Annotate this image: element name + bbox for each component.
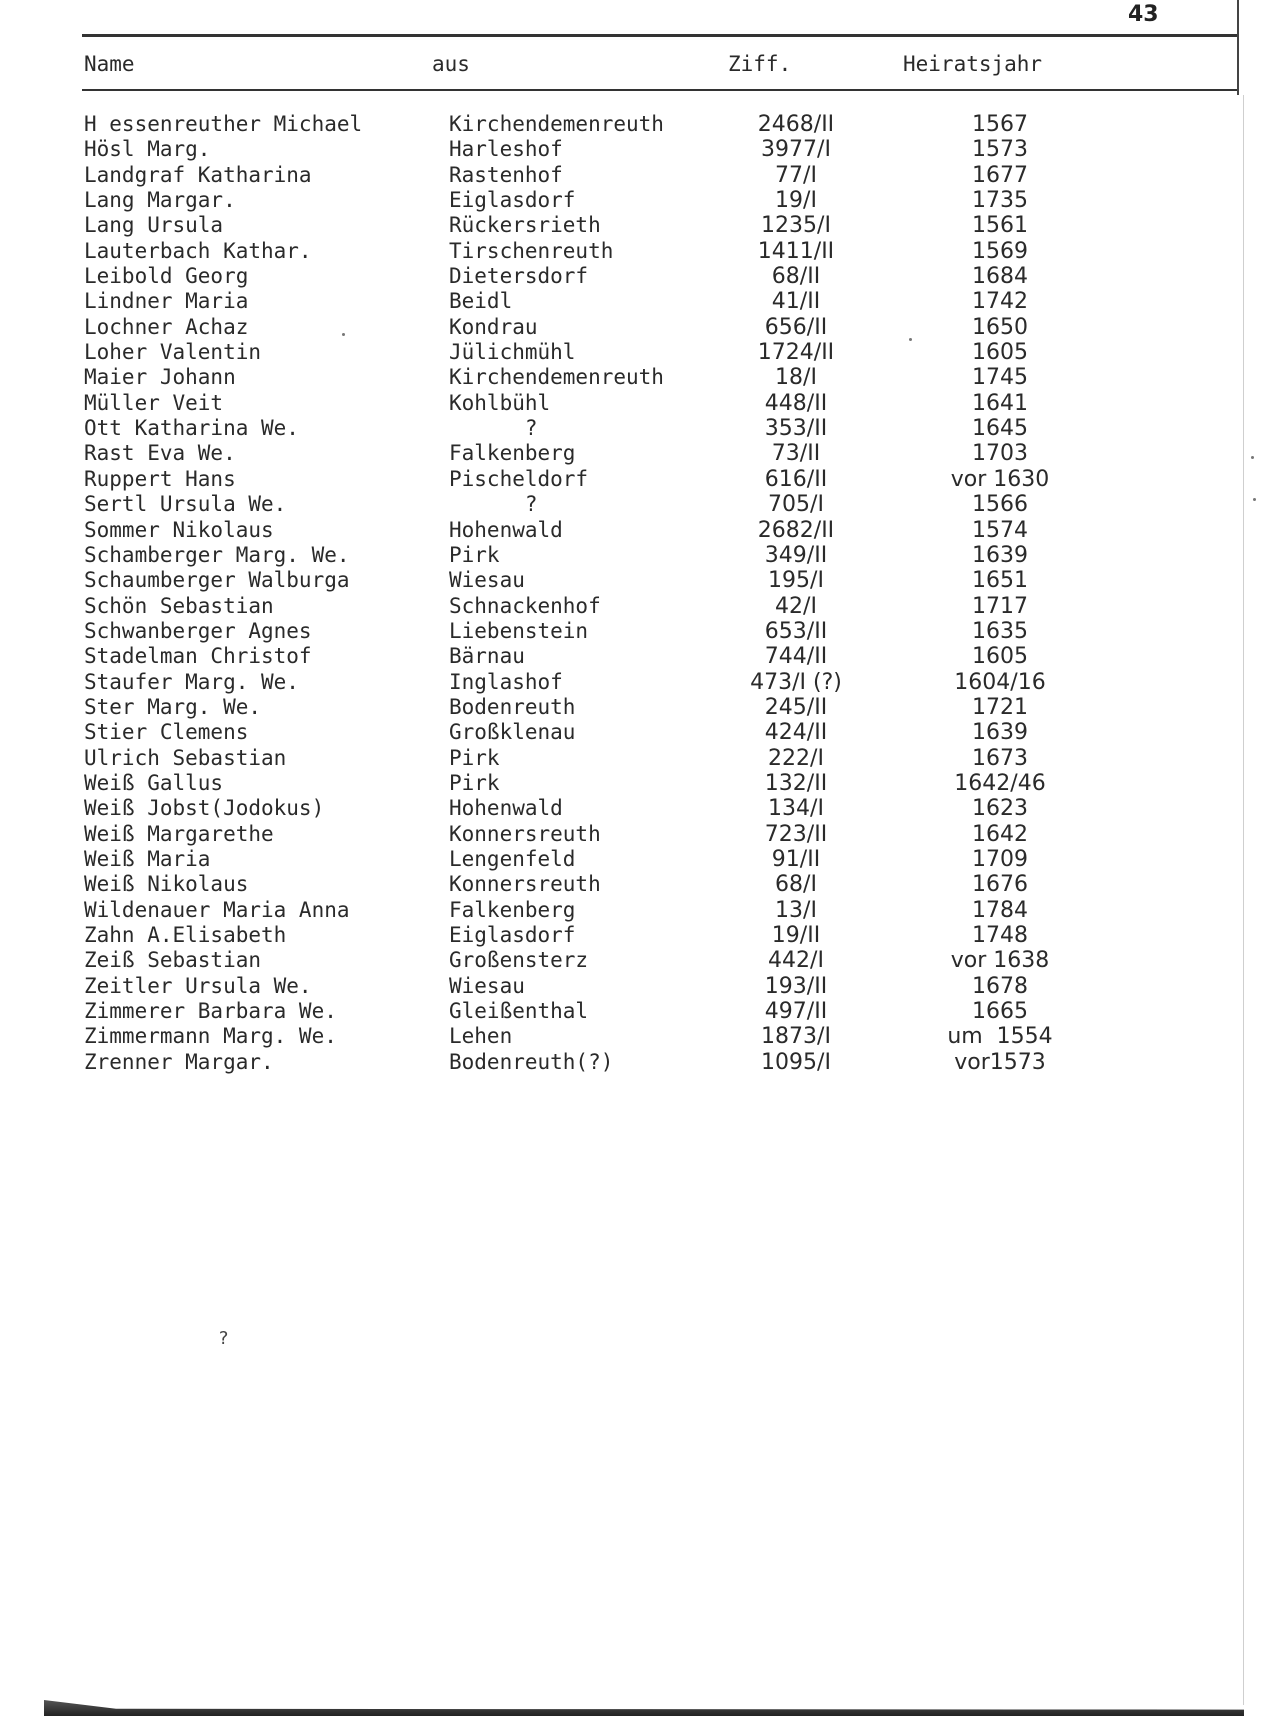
cell-ziff: 723/II — [764, 821, 828, 847]
cell-name: Zimmerer Barbara We. — [84, 999, 337, 1024]
cell-ziff: 77/I — [775, 162, 817, 188]
cell-ziff: 42/I — [775, 593, 817, 619]
table-row — [0, 315, 1280, 340]
table-row — [0, 137, 1280, 162]
cell-aus: Konnersreuth — [449, 821, 601, 846]
cell-name: Schaumberger Walburga — [84, 568, 350, 593]
cell-heiratsjahr: 1717 — [972, 593, 1028, 619]
cell-ziff: 1873/I — [761, 1024, 831, 1050]
cell-heiratsjahr: 1641 — [972, 390, 1028, 416]
table-row — [0, 441, 1280, 466]
cell-heiratsjahr: vor 1638 — [950, 948, 1050, 974]
cell-aus: Kirchendemenreuth — [449, 112, 664, 136]
cell-name: Zrenner Margar. — [84, 1049, 274, 1074]
cell-ziff: 442/I — [768, 948, 824, 974]
cell-heiratsjahr: 1604/16 — [954, 669, 1046, 695]
cell-heiratsjahr: 1645 — [972, 416, 1028, 442]
table-row — [0, 1050, 1280, 1075]
cell-heiratsjahr: 1677 — [972, 162, 1028, 188]
cell-name: Weiß Margarethe — [84, 821, 274, 846]
cell-aus: Eiglasdorf — [449, 188, 576, 213]
cell-heiratsjahr: vor 1630 — [950, 466, 1050, 492]
cell-ziff: 2682/II — [757, 517, 835, 543]
table-row — [0, 365, 1280, 390]
cell-aus: Pirk — [449, 745, 500, 770]
cell-heiratsjahr: 1567 — [972, 112, 1028, 137]
cell-heiratsjahr: 1642/46 — [954, 770, 1046, 796]
cell-name: Ulrich Sebastian — [84, 745, 287, 770]
cell-name: Schön Sebastian — [84, 593, 274, 618]
cell-ziff: 744/II — [764, 644, 828, 670]
cell-aus: Pirk — [449, 770, 500, 795]
cell-name: Zeiß Sebastian — [84, 948, 262, 973]
table-row — [0, 492, 1280, 517]
cell-name: Landgraf Katharina — [84, 162, 312, 187]
cell-heiratsjahr: 1605 — [972, 644, 1028, 670]
cell-ziff: 1724/II — [757, 340, 835, 366]
cell-name: Zeitler Ursula We. — [84, 973, 312, 998]
cell-ziff: 19/II — [771, 923, 821, 948]
cell-aus: Lehen — [449, 1024, 513, 1049]
cell-aus: ? — [449, 492, 538, 517]
cell-aus: Kirchendemenreuth — [449, 365, 664, 390]
cell-name: Schamberger Marg. We. — [84, 542, 350, 567]
cell-name: Wildenauer Maria Anna — [84, 897, 350, 922]
cell-aus: Bodenreuth(?) — [449, 1049, 614, 1074]
table-row — [0, 746, 1280, 771]
table-row — [0, 948, 1280, 973]
cell-name: Zahn A.Elisabeth — [84, 923, 287, 947]
table-header — [0, 52, 1280, 82]
cell-name: Staufer Marg. We. — [84, 669, 299, 694]
cell-aus: Harleshof — [449, 137, 563, 162]
cell-heiratsjahr: 1574 — [972, 517, 1028, 543]
cell-ziff: 448/II — [764, 390, 828, 416]
cell-ziff: 91/II — [771, 846, 821, 872]
cell-aus: Rückersrieth — [449, 213, 601, 238]
cell-aus: Liebenstein — [449, 618, 589, 643]
header-heiratsjahr: Heiratsjahr — [903, 52, 1043, 76]
cell-name: Ott Katharina We. — [84, 416, 299, 441]
table-row — [0, 594, 1280, 619]
cell-ziff: 497/II — [764, 999, 828, 1025]
table-row — [0, 213, 1280, 238]
table-row — [0, 923, 1280, 948]
cell-name: Lochner Achaz — [84, 314, 249, 339]
table-row — [0, 340, 1280, 365]
table-row — [0, 999, 1280, 1024]
cell-heiratsjahr: 1703 — [972, 441, 1028, 467]
speck — [1253, 498, 1256, 501]
cell-aus: Beidl — [449, 289, 513, 314]
cell-name: Leibold Georg — [84, 264, 249, 289]
cell-heiratsjahr: 1748 — [972, 923, 1028, 948]
cell-aus: Dietersdorf — [449, 264, 589, 289]
cell-ziff: 68/II — [771, 264, 821, 290]
cell-name: Zimmermann Marg. We. — [84, 1024, 337, 1049]
cell-name: Weiß Gallus — [84, 770, 224, 795]
cell-heiratsjahr: 1635 — [972, 618, 1028, 644]
cell-aus: Eiglasdorf — [449, 923, 576, 947]
cell-name: Ruppert Hans — [84, 466, 236, 491]
cell-ziff: 705/I — [768, 492, 824, 518]
table-row — [0, 543, 1280, 568]
table-row — [0, 796, 1280, 821]
cell-aus: Falkenberg — [449, 441, 576, 466]
table-row — [0, 264, 1280, 289]
cell-ziff: 41/II — [771, 289, 821, 315]
top-rule — [82, 34, 1237, 37]
cell-aus: Großensterz — [449, 948, 589, 973]
cell-name: Sommer Nikolaus — [84, 517, 274, 542]
cell-ziff: 616/II — [764, 466, 828, 492]
cell-heiratsjahr: um 1554 — [947, 1024, 1053, 1050]
header-aus: aus — [432, 52, 470, 76]
header-rule — [82, 89, 1237, 91]
cell-heiratsjahr: 1623 — [972, 796, 1028, 822]
cell-aus: Großklenau — [449, 720, 576, 745]
cell-heiratsjahr: 1678 — [972, 973, 1028, 999]
table-row — [0, 771, 1280, 796]
table-row — [0, 568, 1280, 593]
cell-name: Stier Clemens — [84, 720, 249, 745]
cell-aus: Lengenfeld — [449, 846, 576, 871]
cell-aus: Wiesau — [449, 568, 525, 593]
cell-heiratsjahr: 1745 — [972, 365, 1028, 391]
cell-aus: Schnackenhof — [449, 593, 601, 618]
cell-aus: Falkenberg — [449, 897, 576, 922]
cell-name: Lauterbach Kathar. — [84, 238, 312, 263]
cell-aus: Pischeldorf — [449, 466, 589, 491]
table-row — [0, 112, 1280, 137]
cell-aus: Wiesau — [449, 973, 525, 998]
table-row — [0, 872, 1280, 897]
cell-heiratsjahr: vor1573 — [954, 1049, 1046, 1075]
cell-aus: Pirk — [449, 542, 500, 567]
cell-ziff: 195/I — [768, 568, 824, 594]
header-ziff: Ziff. — [728, 52, 792, 76]
cell-heiratsjahr: 1651 — [972, 568, 1028, 594]
cell-ziff: 653/II — [764, 618, 828, 644]
stray-mark: ? — [218, 1328, 229, 1349]
cell-heiratsjahr: 1742 — [972, 289, 1028, 315]
cell-name: Weiß Nikolaus — [84, 872, 249, 897]
cell-name: Müller Veit — [84, 390, 224, 415]
cell-ziff: 193/II — [764, 973, 828, 999]
cell-heiratsjahr: 1569 — [972, 238, 1028, 264]
cell-aus: Konnersreuth — [449, 872, 601, 897]
cell-ziff: 2468/II — [757, 112, 835, 137]
cell-heiratsjahr: 1784 — [972, 897, 1028, 923]
cell-ziff: 1235/I — [761, 213, 831, 239]
cell-ziff: 656/II — [764, 314, 828, 340]
speck — [342, 333, 345, 336]
cell-aus: Jülichmühl — [449, 340, 576, 365]
table-row — [0, 670, 1280, 695]
table-row — [0, 847, 1280, 872]
table-row — [0, 239, 1280, 264]
cell-name: Ster Marg. We. — [84, 694, 262, 719]
table-row — [0, 898, 1280, 923]
cell-name: Lang Ursula — [84, 213, 224, 238]
table-row — [0, 391, 1280, 416]
cell-ziff: 473/I (?) — [750, 669, 842, 695]
cell-name: Lindner Maria — [84, 289, 249, 314]
cell-aus: Hohenwald — [449, 517, 563, 542]
speck — [909, 338, 912, 341]
cell-heiratsjahr: 1673 — [972, 745, 1028, 771]
cell-aus: Rastenhof — [449, 162, 563, 187]
cell-name: H essenreuther Michael — [84, 112, 363, 136]
cell-ziff: 73/II — [771, 441, 821, 467]
cell-aus: Inglashof — [449, 669, 563, 694]
cell-name: Rast Eva We. — [84, 441, 236, 466]
cell-ziff: 1411/II — [757, 238, 835, 264]
cell-ziff: 134/I — [768, 796, 824, 822]
cell-ziff: 424/II — [764, 720, 828, 746]
cell-heiratsjahr: 1639 — [972, 720, 1028, 746]
cell-aus: Gleißenthal — [449, 999, 589, 1024]
cell-ziff: 19/I — [775, 188, 817, 214]
table-row — [0, 644, 1280, 669]
cell-name: Maier Johann — [84, 365, 236, 390]
table-row — [0, 518, 1280, 543]
speck — [1251, 456, 1254, 459]
cell-ziff: 13/I — [775, 897, 817, 923]
table-row — [0, 416, 1280, 441]
cell-name: Weiß Jobst(Jodokus) — [84, 796, 325, 821]
cell-aus: Bodenreuth — [449, 694, 576, 719]
table-row — [0, 822, 1280, 847]
cell-aus: Kondrau — [449, 314, 538, 339]
bottom-scan-shadow — [44, 1700, 1244, 1716]
cell-ziff: 222/I — [768, 745, 824, 771]
table-row — [0, 720, 1280, 745]
table-row — [0, 163, 1280, 188]
table-row — [0, 695, 1280, 720]
cell-heiratsjahr: 1573 — [972, 137, 1028, 163]
cell-heiratsjahr: 1650 — [972, 314, 1028, 340]
table-row — [0, 467, 1280, 492]
cell-name: Schwanberger Agnes — [84, 618, 312, 643]
cell-ziff: 132/II — [764, 770, 828, 796]
cell-name: Hösl Marg. — [84, 137, 211, 162]
cell-ziff: 245/II — [764, 694, 828, 720]
cell-heiratsjahr: 1605 — [972, 340, 1028, 366]
cell-heiratsjahr: 1684 — [972, 264, 1028, 290]
cell-aus: Tirschenreuth — [449, 238, 614, 263]
table-row — [0, 619, 1280, 644]
cell-heiratsjahr: 1639 — [972, 542, 1028, 568]
cell-heiratsjahr: 1566 — [972, 492, 1028, 518]
cell-ziff: 3977/I — [761, 137, 831, 163]
table-row — [0, 974, 1280, 999]
cell-ziff: 18/I — [775, 365, 817, 391]
header-name: Name — [84, 52, 135, 76]
table-row — [0, 289, 1280, 314]
cell-ziff: 68/I — [775, 872, 817, 898]
table-row — [0, 188, 1280, 213]
cell-ziff: 353/II — [764, 416, 828, 442]
cell-heiratsjahr: 1642 — [972, 821, 1028, 847]
cell-ziff: 1095/I — [761, 1049, 831, 1075]
cell-heiratsjahr: 1709 — [972, 846, 1028, 872]
record-table — [0, 112, 1280, 1075]
cell-heiratsjahr: 1721 — [972, 694, 1028, 720]
table-row — [0, 1024, 1280, 1049]
cell-aus: ? — [449, 416, 538, 441]
cell-name: Stadelman Christof — [84, 644, 312, 669]
cell-heiratsjahr: 1561 — [972, 213, 1028, 239]
cell-aus: Hohenwald — [449, 796, 563, 821]
cell-ziff: 349/II — [764, 542, 828, 568]
cell-aus: Kohlbühl — [449, 390, 551, 415]
cell-name: Weiß Maria — [84, 846, 211, 871]
cell-name: Loher Valentin — [84, 340, 262, 365]
page-number: 43 — [1128, 2, 1159, 27]
cell-aus: Bärnau — [449, 644, 525, 669]
cell-name: Sertl Ursula We. — [84, 492, 287, 517]
cell-heiratsjahr: 1676 — [972, 872, 1028, 898]
cell-heiratsjahr: 1735 — [972, 188, 1028, 214]
cell-name: Lang Margar. — [84, 188, 236, 213]
cell-heiratsjahr: 1665 — [972, 999, 1028, 1025]
